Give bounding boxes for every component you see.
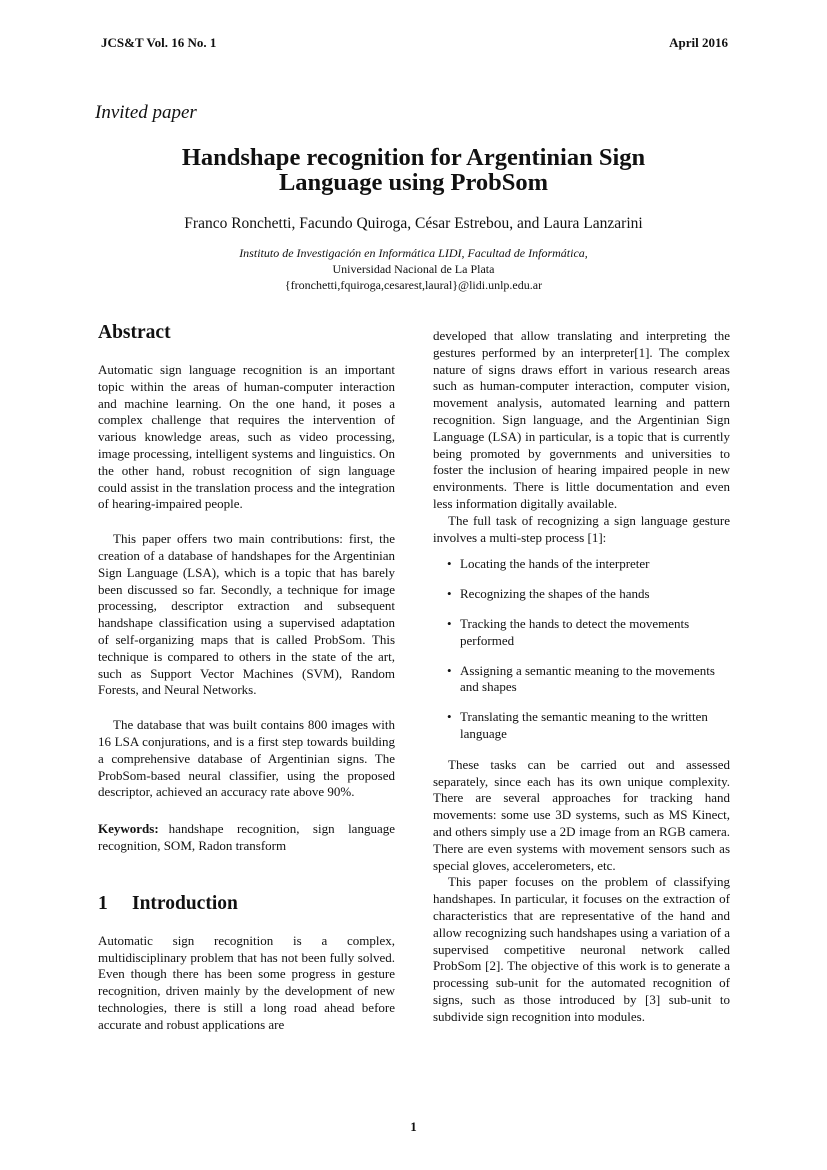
section-number: 1	[98, 892, 108, 914]
affiliation	[0, 245, 827, 293]
title-line-1: Handshape recognition for Argentinian Sign	[181, 144, 646, 171]
introduction-paragraph-1: Automatic sign recognition is a complex, multidisciplinary problem that has not been fully solved. Even though there has been some progress in gesture recognition, driven mainly by the development of new technologies, there is still a long road ahead before accurate and robust applications are	[98, 932, 395, 1032]
right-column	[433, 328, 730, 1025]
invited-label: Invited paper	[95, 102, 197, 123]
bullet-icon: •	[447, 615, 452, 631]
page-number: 1	[410, 1119, 417, 1134]
affiliation-emails: {fronchetti,fquiroga,cesarest,laural}@lidi.unlp.edu.ar	[284, 278, 543, 292]
introduction-paragraph-3: These tasks can be carried out and assessed separately, since each has its own unique complexity. There are several approaches for tracking hand movements: some use 3D systems, such as MS Kinect, and others simply use a 2D image from an RGB camera. There are even systems with movement sensors such as special gloves, accelerometers, etc.	[433, 756, 730, 873]
abstract-paragraph-1: Automatic sign language recognition is an important topic within the areas of human-computer interaction and machine learning. On the one hand, it poses a complex challenge that requires the intervention of various knowledge areas, such as video processing, image processing, intelligent systems and linguistics. On the other hand, robust recognition of sign language could assist in the translation process and the integration of hearing-impaired people.	[98, 362, 395, 512]
introduction-paragraph-2: The full task of recognizing a sign language gesture involves a multi-step process [1]:	[433, 512, 730, 545]
bullet-icon: •	[447, 556, 452, 572]
keywords	[98, 821, 395, 855]
abstract-paragraph-2: This paper offers two main contributions: first, the creation of a database of handshapes for the Argentinian Sign Language (LSA), which is a topic that has barely been discussed so far. Secondly, a technique for image processing, descriptor extraction and subsequent handshape classification using a supervised adaptation of self-organizing maps that is called ProbSom. This technique is compared to others in the state of the art, such as Support Vector Machines (SVM), Random Forests, and Neural Networks.	[98, 531, 395, 698]
date-header: April 2016	[669, 35, 728, 50]
title-line-2: Language using ProbSom	[278, 169, 549, 196]
list-item: • Recognizing the shapes of the hands	[447, 586, 650, 602]
left-column	[98, 322, 395, 1034]
bullet-icon: •	[447, 586, 452, 602]
paper-title	[100, 145, 727, 195]
abstract-heading: Abstract	[98, 322, 171, 343]
introduction-heading	[98, 893, 395, 915]
section-title: Introduction	[132, 892, 238, 914]
list-item: • Translating the semantic meaning to the written language	[447, 709, 708, 741]
introduction-paragraph-1-cont: developed that allow translating and interpreting the gestures performed by an interpreter[1]. The complex nature of signs draws effort in various research areas such as human-computer interaction, computer vision, movement analysis, automated learning and pattern recognition. Sign language, and the Argentinian Sign Language (LSA) in particular, is a topic that is currently being promoted by governments and universities to foster the inclusion of hearing impaired people in new environments. There is little documentation and even less information digitally available.	[433, 328, 730, 511]
journal-header: JCS&T Vol. 16 No. 1	[101, 35, 217, 50]
abstract-paragraph-3: The database that was built contains 800 images with 16 LSA conjurations, and is a first step towards building a comprehensive database of Argentinian signs. The ProbSom-based neural classifier, using the proposed descriptor, achieved an accuracy rate above 90%.	[98, 717, 395, 800]
introduction-paragraph-4: This paper focuses on the problem of classifying handshapes. In particular, it focuses on the extraction of characteristics that are representative of the hand and allow recognizing such handshapes using a variation of a supervised competitive neuronal network called ProbSom [2]. The objective of this work is to generate a processing sub-unit for the automated recognition of signs, such as those introduced by [3] sub-unit to subdivide sign recognition into modules.	[433, 874, 730, 1024]
affiliation-university: Universidad Nacional de La Plata	[332, 262, 495, 276]
authors: Franco Ronchetti, Facundo Quiroga, César Estrebou, and Laura Lanzarini	[184, 215, 643, 232]
keywords-label: Keywords:	[98, 821, 159, 837]
list-item: • Assigning a semantic meaning to the movements and shapes	[447, 662, 715, 695]
keywords-list: handshape recognition, sign language recognition, SOM, Radon transform	[98, 821, 395, 853]
bullet-icon: •	[447, 662, 452, 678]
process-steps-list	[433, 556, 730, 742]
list-item: • Locating the hands of the interpreter	[447, 556, 650, 572]
list-item: • Tracking the hands to detect the movements performed	[447, 615, 690, 648]
affiliation-institute: Instituto de Investigación en Informática LIDI, Facultad de Informática,	[239, 246, 588, 260]
bullet-icon: •	[447, 709, 452, 725]
